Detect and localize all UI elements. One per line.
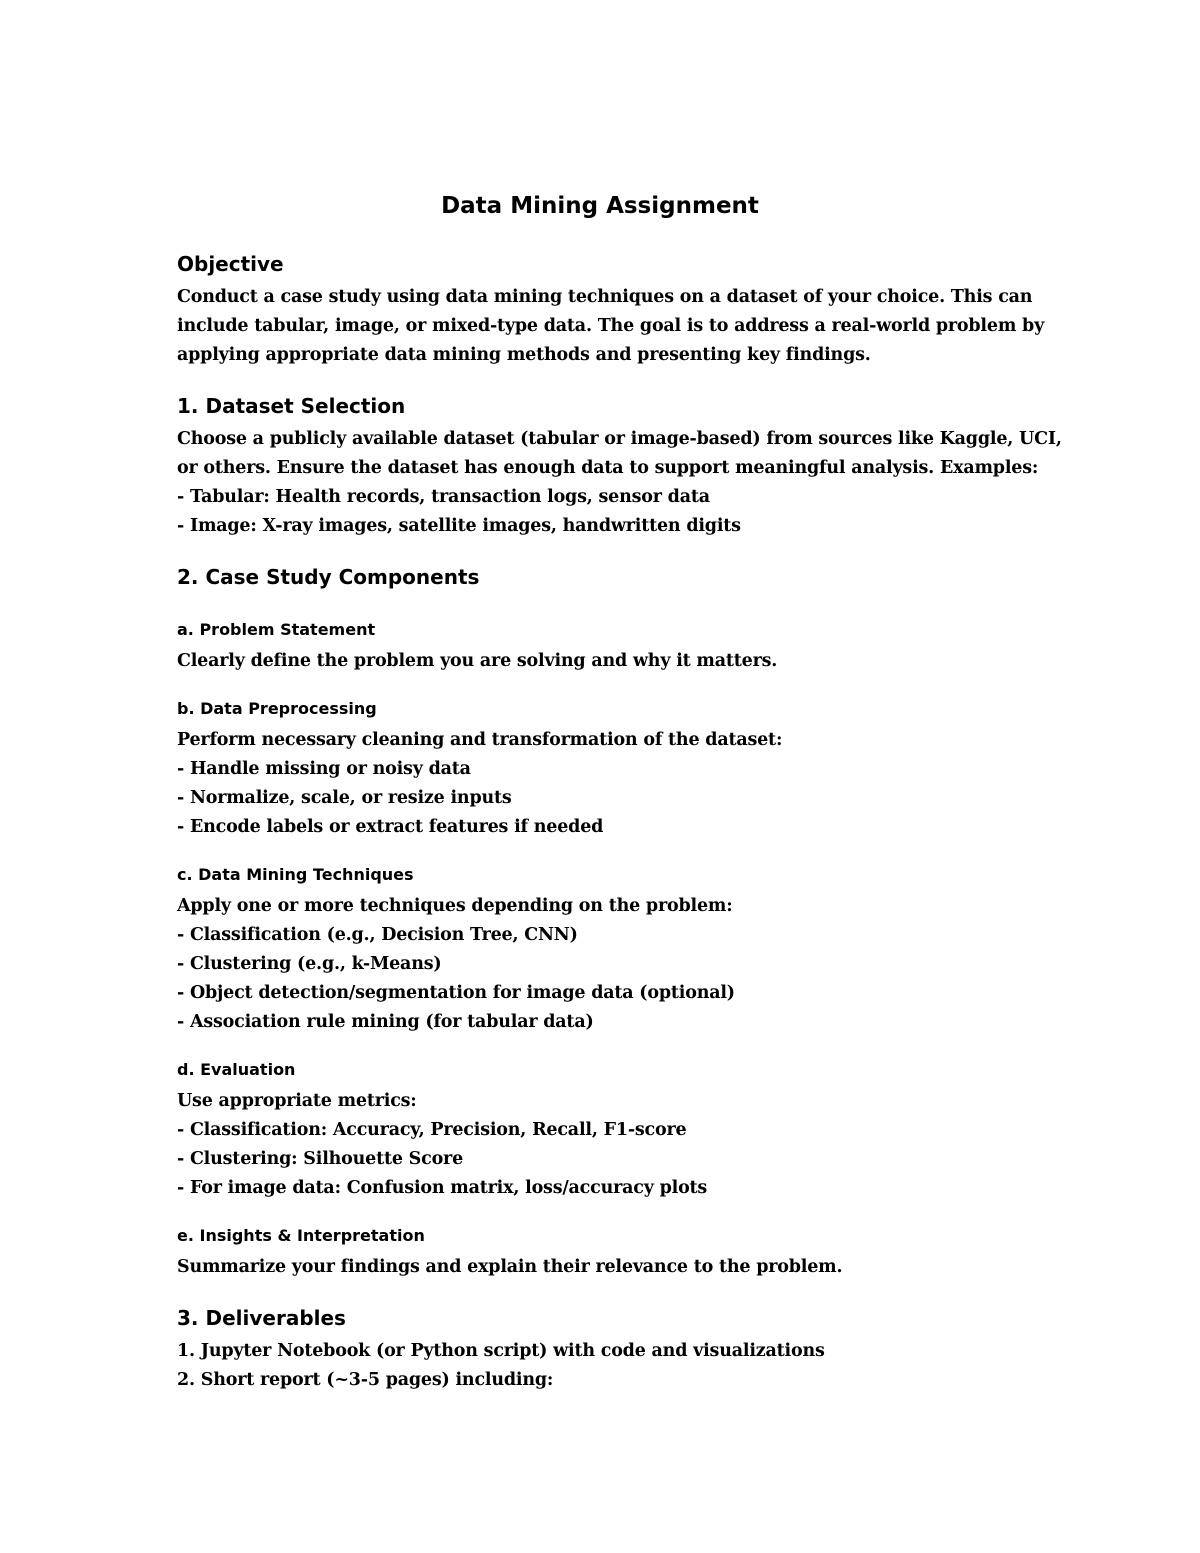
evaluation-heading: d. Evaluation: [177, 1060, 296, 1079]
evaluation-line-3: - Clustering: Silhouette Score: [177, 1149, 464, 1169]
data-preprocessing-line-2: - Handle missing or noisy data: [177, 759, 471, 779]
dataset-selection-line-1: Choose a publicly available dataset (tabular or image-based) from sources like Kaggle, UCI,: [177, 429, 1062, 449]
insights-line-1: Summarize your findings and explain their relevance to the problem.: [177, 1257, 843, 1277]
deliverables-line-1: 1. Jupyter Notebook (or Python script) with code and visualizations: [177, 1341, 825, 1361]
problem-statement-line-1: Clearly define the problem you are solving and why it matters.: [177, 651, 778, 671]
techniques-line-1: Apply one or more techniques depending on the problem:: [177, 896, 733, 916]
objective-line-1: Conduct a case study using data mining techniques on a dataset of your choice. This can: [177, 287, 1033, 307]
techniques-line-4: - Object detection/segmentation for image data (optional): [177, 983, 735, 1003]
techniques-line-2: - Classification (e.g., Decision Tree, CNN): [177, 925, 578, 945]
objective-line-3: applying appropriate data mining methods and presenting key findings.: [177, 345, 871, 365]
data-preprocessing-line-3: - Normalize, scale, or resize inputs: [177, 788, 512, 808]
document-title: Data Mining Assignment: [441, 193, 759, 219]
dataset-selection-line-3: - Tabular: Health records, transaction logs, sensor data: [177, 487, 710, 507]
case-study-heading: 2. Case Study Components: [177, 565, 480, 589]
objective-line-2: include tabular, image, or mixed-type data. The goal is to address a real-world problem by: [177, 316, 1045, 336]
data-preprocessing-heading: b. Data Preprocessing: [177, 699, 377, 718]
insights-heading: e. Insights & Interpretation: [177, 1226, 425, 1245]
evaluation-line-2: - Classification: Accuracy, Precision, Recall, F1-score: [177, 1120, 687, 1140]
data-preprocessing-line-4: - Encode labels or extract features if needed: [177, 817, 604, 837]
techniques-line-5: - Association rule mining (for tabular data): [177, 1012, 594, 1032]
dataset-selection-line-4: - Image: X-ray images, satellite images, handwritten digits: [177, 516, 741, 536]
techniques-heading: c. Data Mining Techniques: [177, 865, 414, 884]
problem-statement-heading: a. Problem Statement: [177, 620, 376, 639]
dataset-selection-line-2: or others. Ensure the dataset has enough data to support meaningful analysis. Examples:: [177, 458, 1039, 478]
data-preprocessing-line-1: Perform necessary cleaning and transformation of the dataset:: [177, 730, 783, 750]
deliverables-line-2: 2. Short report (~3-5 pages) including:: [177, 1370, 554, 1390]
evaluation-line-1: Use appropriate metrics:: [177, 1091, 417, 1111]
dataset-selection-heading: 1. Dataset Selection: [177, 394, 406, 418]
techniques-line-3: - Clustering (e.g., k-Means): [177, 954, 442, 974]
evaluation-line-4: - For image data: Confusion matrix, loss/accuracy plots: [177, 1178, 708, 1198]
objective-heading: Objective: [177, 252, 284, 276]
deliverables-heading: 3. Deliverables: [177, 1306, 346, 1330]
